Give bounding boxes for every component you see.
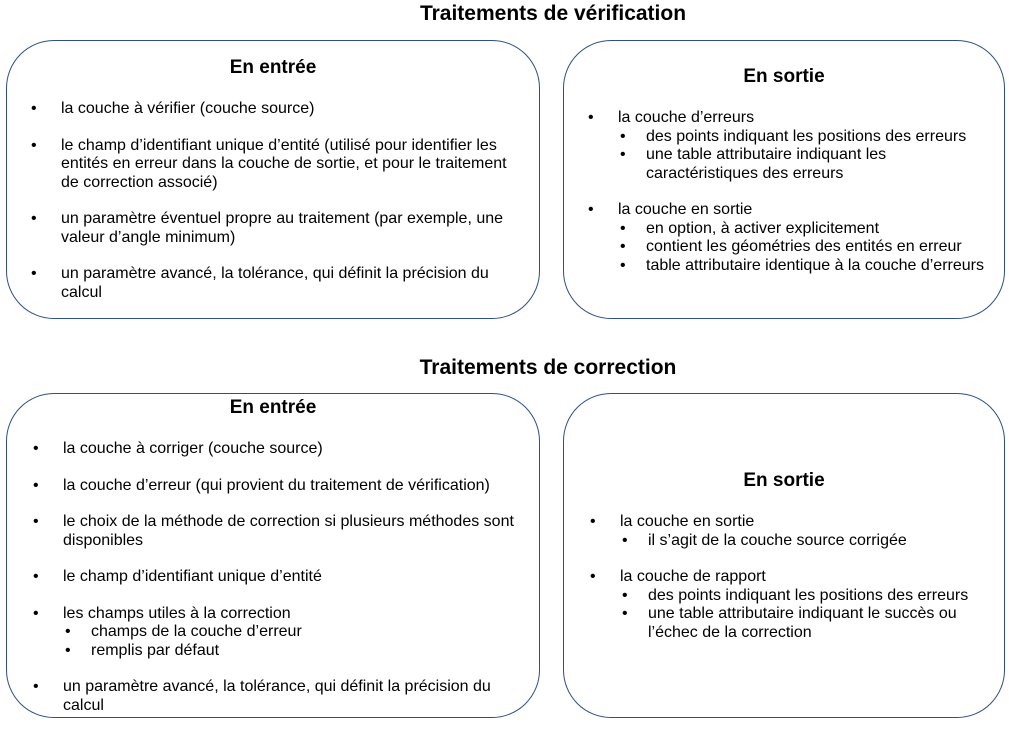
list-item — [33, 605, 523, 661]
verification-output-box — [563, 40, 1005, 319]
list-item-text: le choix de la méthode de correction si plusieurs méthodes sont disponibles — [63, 513, 514, 549]
list-item-text: un paramètre avancé, la tolérance, qui définit la précision du calcul — [63, 678, 491, 714]
correction-section-title: Traitements de correction — [419, 356, 677, 379]
verification-input-list — [31, 100, 521, 320]
list-item-text: un paramètre avancé, la tolérance, qui définit la précision du calcul — [61, 265, 489, 301]
list-item-text: la couche en sortie — [618, 201, 753, 218]
list-item-text: la couche à corriger (couche source) — [63, 440, 323, 457]
correction-input-list — [33, 440, 523, 733]
sub-list — [620, 532, 990, 551]
sub-list-item: • champs de la couche d’erreur — [63, 623, 523, 642]
sub-list — [620, 587, 990, 643]
list-item — [31, 100, 521, 119]
list-item-text: les champs utiles à la correction — [63, 604, 291, 622]
sub-list-item: • une table attributaire indiquant les caractéristiques des erreurs — [618, 146, 988, 183]
list-item — [31, 265, 521, 302]
correction-input-box — [6, 393, 540, 718]
sub-list — [618, 220, 988, 276]
sub-list — [63, 623, 523, 660]
list-item — [33, 513, 523, 550]
list-item-text: la couche à vérifier (couche source) — [61, 100, 315, 117]
list-item-text: le champ d’identifiant unique d’entité (utilisé pour identifier les entités en erreur dans la couche de sortie, et pour le traitement de correction associé) — [61, 136, 507, 191]
list-item — [588, 109, 988, 183]
verification-section-title: Traitements de vérification — [419, 2, 687, 25]
list-item-text: un paramètre éventuel propre au traitement (par exemple, une valeur d’angle minimum) — [61, 210, 504, 246]
list-item — [33, 440, 523, 459]
list-item — [590, 568, 990, 642]
sub-list-item: • il s’agit de la couche source corrigée — [620, 532, 990, 551]
correction-output-list — [590, 513, 990, 660]
list-item-text: la couche d’erreur (qui provient du traitement de vérification) — [63, 476, 490, 494]
sub-list-item: • en option, à activer explicitement — [618, 220, 988, 239]
sub-list-item: • table attributaire identique à la couche d’erreurs — [618, 257, 988, 276]
correction-output-title: En sortie — [743, 470, 825, 491]
sub-list — [618, 128, 988, 184]
sub-list-item: • remplis par défaut — [63, 642, 523, 661]
list-item — [33, 477, 523, 496]
list-item-text: le champ d’identifiant unique d’entité — [63, 568, 322, 585]
list-item — [31, 137, 521, 193]
list-item — [31, 210, 521, 247]
sub-list-item: • contient les géométries des entités en erreur — [618, 238, 988, 257]
verification-input-title: En entrée — [229, 57, 317, 78]
list-item — [33, 678, 523, 715]
list-item — [588, 201, 988, 275]
list-item-text: la couche de rapport — [620, 568, 766, 585]
sub-list-item: • des points indiquant les positions des erreurs — [620, 587, 990, 606]
correction-input-title: En entrée — [229, 397, 317, 418]
correction-output-box — [563, 393, 1005, 718]
list-item — [33, 568, 523, 587]
list-item — [590, 513, 990, 550]
sub-list-item: • des points indiquant les positions des erreurs — [618, 128, 988, 147]
verification-output-title: En sortie — [743, 66, 825, 87]
list-item-text: la couche en sortie — [620, 513, 755, 530]
list-item-text: la couche d’erreurs — [618, 109, 755, 126]
sub-list-item: • une table attributaire indiquant le succès ou l’échec de la correction — [620, 605, 990, 642]
verification-output-list — [588, 109, 988, 293]
verification-input-box — [6, 40, 540, 319]
